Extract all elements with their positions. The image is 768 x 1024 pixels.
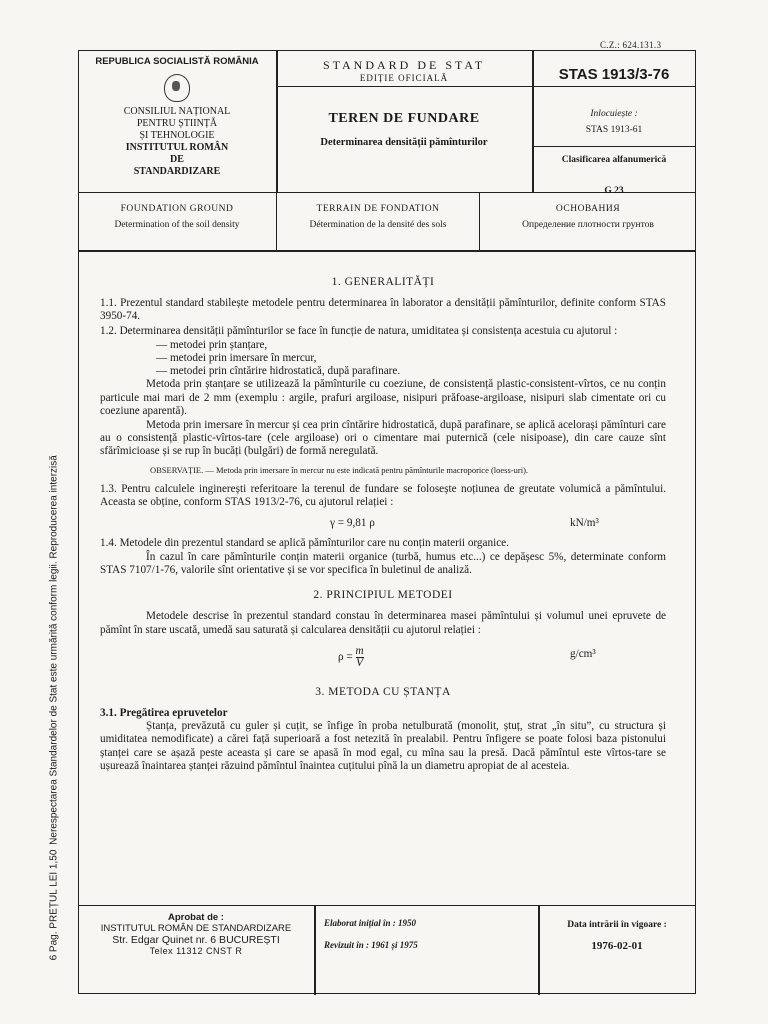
method-item: — metodei prin cîntărire hidrostatică, după parafinare. xyxy=(156,365,401,378)
formula-rho xyxy=(100,638,666,672)
standard-block xyxy=(276,50,532,192)
footer-effective-date xyxy=(538,906,696,995)
section-1-title: 1. GENERALITĂȚI xyxy=(331,276,435,288)
translation-en-title: FOUNDATION GROUND xyxy=(120,204,234,214)
observation-label: OBSERVAȚIE. — xyxy=(150,464,214,475)
sidebar-price-text: 6 Pag. PREȚUL LEI 1,50 xyxy=(48,849,60,961)
footer-telex: Telex 11312 CNST R xyxy=(149,946,243,956)
footer-approved xyxy=(78,906,314,995)
formula-rho-den: V xyxy=(356,656,363,669)
footer-data-label: Data intrării în vigoare : xyxy=(567,920,667,930)
paragraph-1-1: 1.1. Prezentul standard stabilește metodele pentru determinarea în laborator a densității pămînturilor, definite conform STAS 3950-74. xyxy=(100,297,666,323)
institute-line-2: DE xyxy=(170,154,184,165)
footer-revizuit: Revizuit în : 1961 și 1975 xyxy=(324,940,418,950)
paragraph-2: Metodele descrise în prezentul standard constau în determinarea masei pămîntului și volumul unei epruvete de pămînt în stare uscată, umedă sau saturată și calcularea densității cu ajutorul relației : xyxy=(100,610,666,636)
institute-line-3: STANDARDIZARE xyxy=(133,166,221,177)
paragraph-1-3: 1.3. Pentru calculele inginerești referitoare la terenul de fundare se folosește noțiunea de greutate volumică a pămîntului. Aceasta se obține, conform STAS 1913/2-76, cu ajutorul relației : xyxy=(100,483,666,509)
translation-ru xyxy=(480,192,696,250)
paragraph-1-2-c: Metoda prin imersare în mercur și cea prin cîntărire hidrostatică, după parafinare, se aplică acelorași pămînturi care au o consistență plastic-vîrtos-tare (cele argiloase) ori o cimentare mai puternică (cele nisipoase), din care cauze sînt sfărîmicioase și se rup în bucăți (bulgări) de formă neregulată. xyxy=(100,419,666,458)
translation-fr-title: TERRAIN DE FONDATION xyxy=(316,204,440,214)
footer-address: Str. Edgar Quinet nr. 6 BUCUREȘTI xyxy=(112,934,280,946)
clasificarea-label: Clasificarea alfanumerică xyxy=(561,155,667,165)
section-3-title: 3. METODA CU ȘTANȚA xyxy=(315,685,451,698)
stas-block xyxy=(532,50,696,196)
coat-of-arms-icon xyxy=(164,74,190,102)
paragraph-1-2: 1.2. Determinarea densității pămînturilor se face în funcție de natura, umiditatea și consistența acestuia cu ajutorul : xyxy=(100,324,618,337)
clasificarea-code: G 23 xyxy=(604,186,624,196)
document-title: TEREN DE FUNDARE xyxy=(328,111,480,126)
paragraph-1-4-b: În cazul în care pămînturile conțin materii organice (turbă, humus etc...) ce depășesc 5%, determinate conform STAS 7107/1-76, valorile sînt orientative și se vor specifica în buletinul de analiză. xyxy=(100,550,666,576)
method-item: — metodei prin ștanțare, xyxy=(156,338,268,351)
document-subtitle: Determinarea densității pămînturilor xyxy=(320,137,488,148)
council-line-3: ȘI TEHNOLOGIE xyxy=(139,130,215,141)
sidebar-price xyxy=(40,820,68,990)
council-line-1: CONSILIUL NAȚIONAL xyxy=(123,106,231,117)
method-item: — metodei prin imersare în mercur, xyxy=(156,352,317,365)
formula-rho-expr xyxy=(338,646,364,669)
standard-de-stat: STANDARD DE STAT xyxy=(322,58,486,72)
translation-en-sub: Determination of the soil density xyxy=(114,220,240,230)
observation-text: Metoda prin imersare în mercur nu este indicată pentru pămînturile macroporice (loess-uri). xyxy=(216,464,529,475)
formula-rho-fraction xyxy=(356,646,364,669)
republic-name: REPUBLICA SOCIALISTĂ ROMÂNIA xyxy=(95,56,259,67)
translation-fr-sub: Détermination de la densité des sols xyxy=(309,220,447,230)
translation-fr xyxy=(276,192,480,250)
divider xyxy=(78,250,696,252)
footer-elaborat: Elaborat inițial în : 1950 xyxy=(324,918,417,928)
paragraph-3-1: Ștanța, prevăzută cu guler și cuțit, se înfige în proba netulburată (monolit, ștuț, strat „în situ”, cu structura și umiditatea nemodificate) a cărei față superioară a fost netezită în prealabil. Pentru înfigere se poate folosi baza pistonului ștanței care se așază peste aceasta și care se apasă în mod egal, cu mîna sau la presă. Dacă pămîntul este vîrtos-tare se ușurează înaintarea ștanței răzuind pămîntul înaintea cuțitului pînă la un diametru apropiat de al acesteia. xyxy=(100,720,666,772)
inlocuieste-label: Inlocuiește : xyxy=(590,109,638,119)
paragraph-1-2-b: Metoda prin ștanțare se utilizează la pămînturile cu coeziune, de consistență plastic-consistent-vîrtos, ce nu conțin particule mai mari de 2 mm (exemplu : argile, prafuri argiloase, nisipuri prăfoase-argiloase, nisipuri slab cimentate ori cu coeziune aparentă). xyxy=(100,378,666,417)
council-line-2: PENTRU ȘTIINȚĂ xyxy=(136,118,218,129)
stas-number: STAS 1913/3-76 xyxy=(558,66,670,83)
formula-rho-left: ρ = xyxy=(338,650,353,663)
translation-ru-title: ОСНОВАНИЯ xyxy=(555,204,621,214)
formula-gamma xyxy=(100,511,666,537)
formula-rho-num: m xyxy=(355,644,364,657)
footer xyxy=(78,905,696,995)
cz-code: C.Z.: 624.131.3 xyxy=(600,40,662,50)
header xyxy=(78,50,696,196)
observation xyxy=(100,465,666,476)
editie-oficiala: EDIȚIE OFICIALĂ xyxy=(359,73,449,83)
footer-institute: INSTITUTUL ROMÂN DE STANDARDIZARE xyxy=(100,923,292,934)
main-content xyxy=(100,270,666,774)
formula-gamma-unit: kN/m³ xyxy=(570,516,599,529)
translation-ru-sub: Определение плотности грунтов xyxy=(522,220,654,230)
section-2-title: 2. PRINCIPIUL METODEI xyxy=(313,589,453,602)
paragraph-1-4: 1.4. Metodele din prezentul standard se aplică pămînturilor care nu conțin materii organice. xyxy=(100,536,509,549)
inlocuieste-value: STAS 1913-61 xyxy=(585,125,643,135)
republic-block xyxy=(78,50,276,192)
formula-gamma-expr: γ = 9,81 ρ xyxy=(330,516,375,529)
formula-rho-unit: g/cm³ xyxy=(570,647,596,660)
translation-en xyxy=(78,192,276,250)
footer-data-value: 1976-02-01 xyxy=(591,940,643,952)
subsection-3-1-title: 3.1. Pregătirea epruvetelor xyxy=(100,706,228,719)
footer-history xyxy=(314,906,538,995)
institute-line-1: INSTITUTUL ROMÂN xyxy=(125,142,229,153)
sidebar-notice-text: Nerespectarea Standardelor de Stat este urmărită conform legii. Reproducerea interzisă xyxy=(48,455,60,845)
footer-aprobat: Aprobat de : xyxy=(168,912,224,923)
